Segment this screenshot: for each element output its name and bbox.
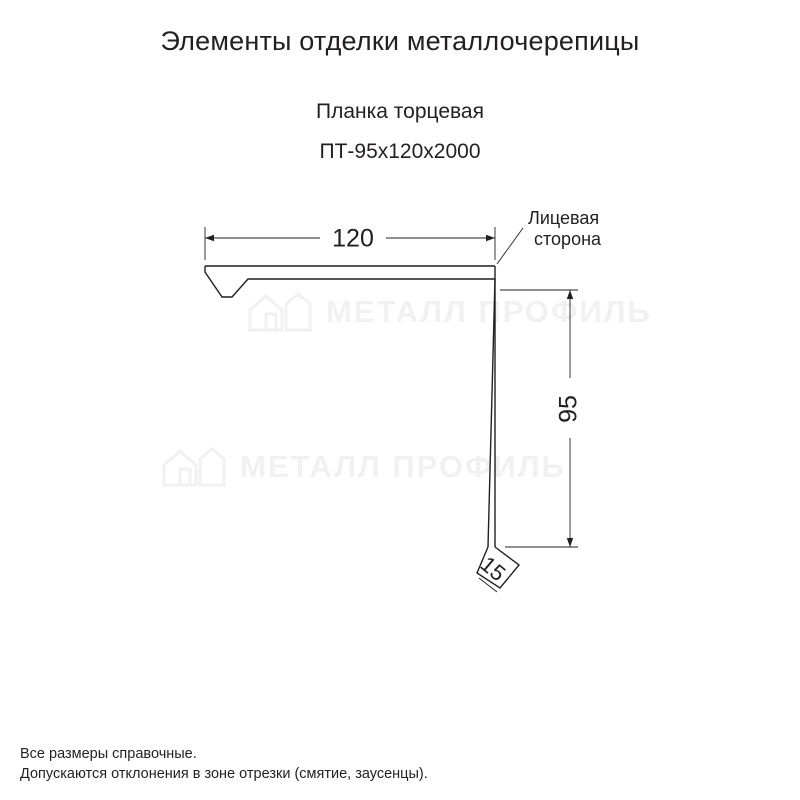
footnotes <box>20 744 428 784</box>
footnote-line-2: Допускаются отклонения в зоне отрезки (смятие, заусенцы). <box>20 766 428 782</box>
profile-vertical-inner <box>488 279 495 547</box>
face-side-label-line1: Лицевая <box>528 208 600 228</box>
watermark-text: МЕТАЛЛ ПРОФИЛЬ <box>326 294 652 329</box>
product-name: Планка торцевая <box>316 100 484 123</box>
dim-label-width: 120 <box>332 224 374 253</box>
arrow-width-left <box>205 235 214 241</box>
watermark-text: МЕТАЛЛ ПРОФИЛЬ <box>240 449 566 484</box>
footnote-line-1: Все размеры справочные. <box>20 746 197 762</box>
product-code: ПТ-95х120х2000 <box>319 140 481 163</box>
profile-lip-and-underside <box>205 266 495 297</box>
dim-label-height: 95 <box>554 395 583 423</box>
page-title: Элементы отделки металлочерепицы <box>160 26 640 56</box>
arrow-height-bottom <box>567 538 573 547</box>
arrow-height-top <box>567 290 573 299</box>
face-side-label-line2: сторона <box>534 229 602 249</box>
dim-label-lip: 15 <box>475 551 511 587</box>
arrow-width-right <box>486 235 495 241</box>
leader-face-side <box>497 228 523 264</box>
